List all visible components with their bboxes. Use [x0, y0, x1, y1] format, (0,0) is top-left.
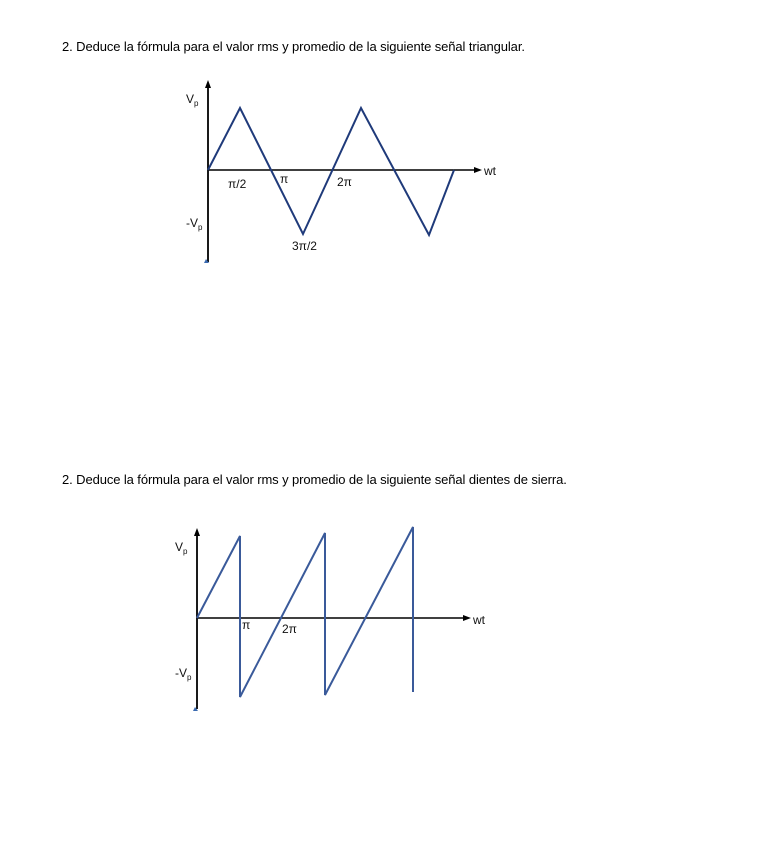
- question-sawtooth: 2. Deduce la fórmula para el valor rms y promedio de la siguiente señal dientes de sierra.: [62, 472, 567, 487]
- y-axis-arrow: [194, 528, 200, 536]
- tick-label-2pi: 2π: [282, 622, 297, 636]
- y-max-label: $V_p$: [186, 92, 199, 108]
- tick-label-pi: π: [242, 618, 251, 632]
- x-axis-label: wt: [484, 164, 496, 178]
- tick-label-3pi-half: 3π/2: [292, 239, 317, 253]
- y-max-label: $V_p$: [175, 540, 188, 556]
- question-triangular: 2. Deduce la fórmula para el valor rms y promedio de la siguiente señal triangular.: [62, 39, 525, 54]
- y-min-label: $-V_p$: [175, 666, 192, 682]
- tick-label-2pi: 2π: [337, 175, 352, 189]
- sawtooth-waveform: [197, 527, 413, 697]
- tick-label-pi: π: [280, 172, 289, 186]
- y-min-label: $-V_p$: [186, 216, 203, 232]
- x-axis-arrow: [463, 615, 471, 621]
- tick-label-pi-half: π/2: [228, 177, 247, 191]
- x-axis-label: wt: [473, 613, 485, 627]
